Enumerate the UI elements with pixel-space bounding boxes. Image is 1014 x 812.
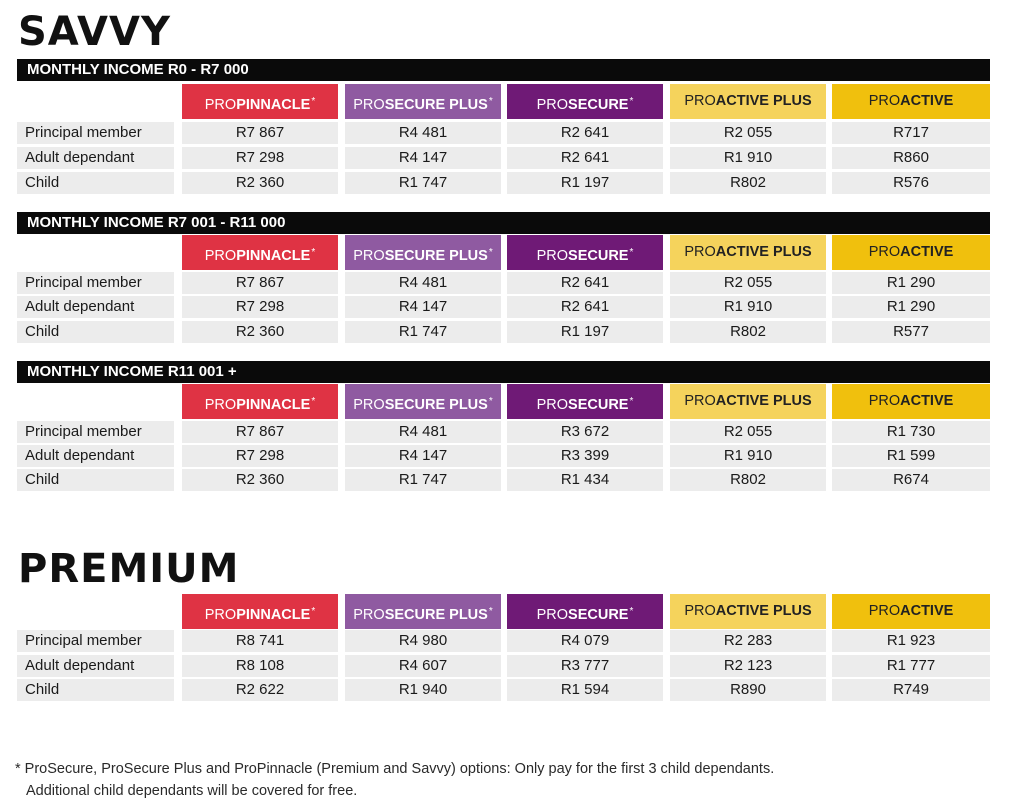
- price-cell: R717: [832, 122, 990, 144]
- price-cell: R1 594: [507, 679, 663, 701]
- price-cell: R3 399: [507, 445, 663, 467]
- price-cell: R1 434: [507, 469, 663, 491]
- plan-prefix: PRO: [868, 393, 901, 409]
- plan-prefix: PRO: [536, 397, 569, 413]
- plan-prefix: PRO: [868, 603, 901, 619]
- premium-title: PREMIUM: [18, 546, 240, 592]
- plan-asterisk: *: [488, 396, 493, 407]
- plan-header-prosecure-plus: [345, 594, 501, 629]
- price-cell: R4 481: [345, 272, 501, 294]
- price-cell: R890: [670, 679, 826, 701]
- price-cell: R1 730: [832, 421, 990, 443]
- plan-asterisk: *: [629, 396, 634, 407]
- plan-prefix: PRO: [353, 397, 385, 413]
- plan-header-proactive-plus: [670, 594, 826, 629]
- plan-header-prosecure-plus: [345, 84, 501, 119]
- plan-header-proactive-plus: [670, 84, 826, 119]
- savvy-title: SAVVY: [18, 9, 171, 55]
- plan-asterisk: *: [311, 606, 316, 617]
- plan-header-propinnacle: [182, 235, 338, 270]
- plan-name: ACTIVE: [900, 244, 954, 260]
- price-cell: R7 867: [182, 421, 338, 443]
- plan-prefix: PRO: [353, 248, 385, 264]
- price-cell: R1 290: [832, 272, 990, 294]
- price-cell: R2 055: [670, 421, 826, 443]
- table-row: [17, 147, 990, 169]
- price-cell: R577: [832, 321, 990, 343]
- plan-name: SECURE PLUS: [384, 97, 488, 113]
- price-cell: R802: [670, 469, 826, 491]
- price-cell: R1 747: [345, 321, 501, 343]
- price-cell: R7 867: [182, 272, 338, 294]
- price-cell: R1 599: [832, 445, 990, 467]
- plan-name: ACTIVE: [900, 603, 954, 619]
- price-cell: R674: [832, 469, 990, 491]
- price-cell: R2 641: [507, 296, 663, 318]
- price-cell: R1 197: [507, 172, 663, 194]
- row-label: Principal member: [17, 421, 174, 443]
- price-cell: R749: [832, 679, 990, 701]
- row-label: Principal member: [17, 630, 174, 652]
- price-cell: R2 622: [182, 679, 338, 701]
- table-row: [17, 272, 990, 294]
- price-cell: R1 747: [345, 172, 501, 194]
- plan-prefix: PRO: [536, 607, 569, 623]
- plan-header-propinnacle: [182, 594, 338, 629]
- row-label: Principal member: [17, 122, 174, 144]
- plan-name: SECURE PLUS: [384, 607, 488, 623]
- row-label: Child: [17, 321, 174, 343]
- table-row: [17, 655, 990, 677]
- price-cell: R2 055: [670, 122, 826, 144]
- price-cell: R802: [670, 321, 826, 343]
- plan-header-prosecure: [507, 384, 663, 419]
- price-cell: R4 607: [345, 655, 501, 677]
- plan-header-prosecure-plus: [345, 384, 501, 419]
- plan-name: PINNACLE: [236, 97, 311, 113]
- row-label: Principal member: [17, 272, 174, 294]
- price-cell: R4 147: [345, 147, 501, 169]
- price-cell: R4 079: [507, 630, 663, 652]
- plan-prefix: PRO: [204, 607, 237, 623]
- price-cell: R2 641: [507, 272, 663, 294]
- plan-asterisk: *: [629, 96, 634, 107]
- price-cell: R7 298: [182, 296, 338, 318]
- plan-name: ACTIVE PLUS: [715, 603, 812, 619]
- table-row: [17, 421, 990, 443]
- price-cell: R4 481: [345, 421, 501, 443]
- plan-name: ACTIVE PLUS: [715, 93, 812, 109]
- plan-prefix: PRO: [684, 393, 716, 409]
- plan-name: ACTIVE PLUS: [715, 244, 812, 260]
- plan-header-prosecure-plus: [345, 235, 501, 270]
- plan-header-prosecure: [507, 594, 663, 629]
- plan-prefix: PRO: [868, 93, 901, 109]
- plan-header-proactive: [832, 384, 990, 419]
- plan-prefix: PRO: [536, 248, 569, 264]
- plan-asterisk: *: [488, 96, 493, 107]
- row-label: Child: [17, 469, 174, 491]
- price-cell: R1 910: [670, 296, 826, 318]
- price-cell: R3 672: [507, 421, 663, 443]
- plan-prefix: PRO: [684, 244, 716, 260]
- plan-asterisk: *: [629, 606, 634, 617]
- plan-header-proactive: [832, 84, 990, 119]
- plan-header-propinnacle: [182, 384, 338, 419]
- table-row: [17, 296, 990, 318]
- plan-name: ACTIVE PLUS: [715, 393, 812, 409]
- footnote-line-2: Additional child dependants will be covered for free.: [26, 783, 358, 799]
- plan-name: PINNACLE: [236, 248, 311, 264]
- price-cell: R3 777: [507, 655, 663, 677]
- plan-name: SECURE: [568, 607, 629, 623]
- price-cell: R2 360: [182, 469, 338, 491]
- price-cell: R2 123: [670, 655, 826, 677]
- price-cell: R2 641: [507, 147, 663, 169]
- price-cell: R1 940: [345, 679, 501, 701]
- income-band-header: MONTHLY INCOME R0 - R7 000: [17, 59, 990, 81]
- plan-header-proactive: [832, 594, 990, 629]
- price-cell: R1 910: [670, 147, 826, 169]
- plan-header-prosecure: [507, 84, 663, 119]
- plan-asterisk: *: [488, 247, 493, 258]
- plan-prefix: PRO: [353, 607, 385, 623]
- row-label: Adult dependant: [17, 147, 174, 169]
- plan-header-proactive-plus: [670, 384, 826, 419]
- plan-asterisk: *: [311, 96, 316, 107]
- plan-name: PINNACLE: [236, 397, 311, 413]
- price-cell: R4 147: [345, 445, 501, 467]
- price-cell: R8 108: [182, 655, 338, 677]
- price-cell: R1 197: [507, 321, 663, 343]
- price-cell: R2 641: [507, 122, 663, 144]
- price-cell: R2 055: [670, 272, 826, 294]
- price-cell: R1 923: [832, 630, 990, 652]
- plan-prefix: PRO: [353, 97, 385, 113]
- plan-name: SECURE: [568, 248, 629, 264]
- plan-name: SECURE: [568, 97, 629, 113]
- plan-name: SECURE: [568, 397, 629, 413]
- row-label: Adult dependant: [17, 445, 174, 467]
- price-cell: R860: [832, 147, 990, 169]
- price-cell: R8 741: [182, 630, 338, 652]
- plan-asterisk: *: [488, 606, 493, 617]
- income-band-header: MONTHLY INCOME R11 001 +: [17, 361, 990, 383]
- plan-prefix: PRO: [204, 97, 237, 113]
- price-cell: R576: [832, 172, 990, 194]
- row-label: Child: [17, 679, 174, 701]
- plan-header-proactive: [832, 235, 990, 270]
- table-row: [17, 630, 990, 652]
- plan-asterisk: *: [311, 247, 316, 258]
- plan-prefix: PRO: [684, 93, 716, 109]
- plan-prefix: PRO: [204, 248, 237, 264]
- plan-name: SECURE PLUS: [384, 248, 488, 264]
- price-cell: R4 980: [345, 630, 501, 652]
- plan-name: ACTIVE: [900, 393, 954, 409]
- table-row: [17, 445, 990, 467]
- table-row: [17, 469, 990, 491]
- price-cell: R7 867: [182, 122, 338, 144]
- price-cell: R1 290: [832, 296, 990, 318]
- table-row: [17, 321, 990, 343]
- table-row: [17, 122, 990, 144]
- plan-prefix: PRO: [868, 244, 901, 260]
- price-cell: R1 777: [832, 655, 990, 677]
- plan-name: SECURE PLUS: [384, 397, 488, 413]
- price-cell: R2 360: [182, 172, 338, 194]
- row-label: Adult dependant: [17, 655, 174, 677]
- plan-prefix: PRO: [684, 603, 716, 619]
- footnote: [15, 758, 774, 802]
- price-cell: R1 910: [670, 445, 826, 467]
- price-cell: R4 481: [345, 122, 501, 144]
- plan-name: ACTIVE: [900, 93, 954, 109]
- price-cell: R4 147: [345, 296, 501, 318]
- price-cell: R2 283: [670, 630, 826, 652]
- income-band-header: MONTHLY INCOME R7 001 - R11 000: [17, 212, 990, 234]
- plan-name: PINNACLE: [236, 607, 311, 623]
- price-cell: R802: [670, 172, 826, 194]
- row-label: Child: [17, 172, 174, 194]
- price-cell: R7 298: [182, 147, 338, 169]
- table-row: [17, 679, 990, 701]
- row-label: Adult dependant: [17, 296, 174, 318]
- plan-header-prosecure: [507, 235, 663, 270]
- footnote-line-1: * ProSecure, ProSecure Plus and ProPinnacle (Premium and Savvy) options: Only pay for the first 3 child dependants.: [15, 761, 775, 777]
- plan-prefix: PRO: [204, 397, 237, 413]
- price-cell: R1 747: [345, 469, 501, 491]
- price-cell: R7 298: [182, 445, 338, 467]
- plan-header-proactive-plus: [670, 235, 826, 270]
- price-cell: R2 360: [182, 321, 338, 343]
- plan-asterisk: *: [629, 247, 634, 258]
- table-row: [17, 172, 990, 194]
- plan-asterisk: *: [311, 396, 316, 407]
- plan-prefix: PRO: [536, 97, 569, 113]
- plan-header-propinnacle: [182, 84, 338, 119]
